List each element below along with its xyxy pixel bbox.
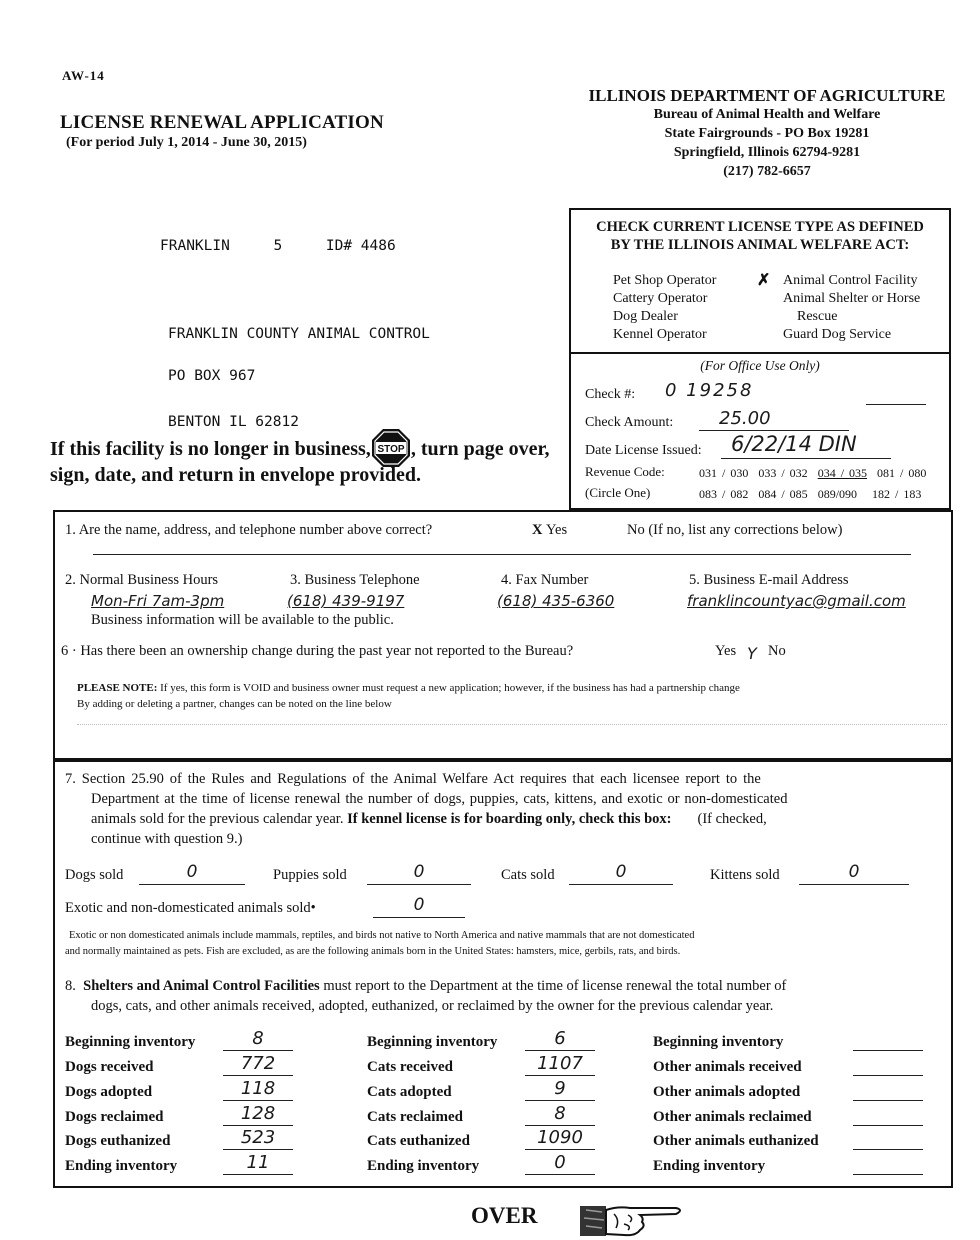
other-reclaimed-label: Other animals reclaimed — [653, 1109, 812, 1125]
business-hours-value[interactable]: Mon-Fri 7am-3pm — [91, 592, 225, 610]
public-info-note: Business information will be available to the public. — [91, 612, 394, 628]
dogs-ending-inventory-label: Ending inventory — [65, 1158, 178, 1174]
dogs-euthanized-label: Dogs euthanized — [65, 1133, 171, 1149]
cats-euthanized-value[interactable]: 1090 — [525, 1127, 595, 1150]
puppies-sold-label: Puppies sold — [273, 867, 347, 883]
out-of-business-notice — [50, 436, 570, 488]
department-city: Springfield, Illinois 62794-9281 — [673, 145, 861, 160]
licensee-name: FRANKLIN COUNTY ANIMAL CONTROL — [168, 326, 430, 342]
q6-yes-option[interactable]: Yes — [715, 643, 737, 659]
other-euthanized-label: Other animals euthanized — [653, 1133, 819, 1149]
kittens-sold-value[interactable]: 0 — [799, 862, 909, 885]
svg-text:STOP: STOP — [377, 444, 405, 456]
other-received-label: Other animals received — [653, 1059, 802, 1075]
notice-text-1: If this facility is no longer in business, — [50, 438, 371, 460]
option-kennel-operator[interactable]: Kennel Operator — [613, 327, 707, 342]
partner-change-line[interactable] — [77, 724, 947, 725]
partner-change-note: By adding or deleting a partner, changes can be noted on the line below — [77, 698, 392, 710]
other-adopted-value[interactable] — [853, 1078, 923, 1101]
dogs-received-value[interactable]: 772 — [223, 1053, 293, 1076]
form-code: AW-14 — [62, 68, 105, 83]
cats-reclaimed-label: Cats reclaimed — [367, 1109, 463, 1125]
exotic-sold-value[interactable]: 0 — [373, 895, 465, 918]
puppies-sold-value[interactable]: 0 — [367, 862, 471, 885]
email-value[interactable]: franklincountyac@gmail.com — [687, 592, 906, 610]
cats-adopted-value[interactable]: 9 — [525, 1078, 595, 1101]
revenue-code-option[interactable]: 081 / 080 — [877, 466, 927, 480]
other-ending-inventory-label: Ending inventory — [653, 1158, 766, 1174]
stop-sign-icon — [371, 428, 411, 468]
cats-received-label: Cats received — [367, 1059, 453, 1075]
revenue-code-option[interactable]: 033 / 032 — [758, 466, 808, 480]
questions-7-8-box — [53, 760, 953, 1188]
other-received-value[interactable] — [853, 1053, 923, 1076]
corrections-line[interactable] — [93, 554, 911, 555]
business-phone-value[interactable]: (618) 439-9197 — [287, 592, 405, 610]
exotic-definition-2: and normally maintained as pets. Fish are excluded, as are the following animals born in the United States: hamsters, mice, gerbils, rats, and birds. — [65, 946, 681, 957]
license-type-right-options — [783, 272, 920, 344]
license-type-heading: CHECK CURRENT LICENSE TYPE AS DEFINED BY THE ILLINOIS ANIMAL WELFARE ACT: — [596, 219, 924, 253]
date-issued-value[interactable]: 6/22/14 DIN — [731, 432, 857, 456]
circle-one-label: (Circle One) — [585, 485, 651, 500]
check-number-value[interactable]: 0 19258 — [665, 380, 754, 401]
cats-adopted-label: Cats adopted — [367, 1084, 452, 1100]
q6-text: 6 · Has there been an ownership change during the past year not reported to the Bureau? — [61, 643, 574, 659]
dogs-beginning-inventory-label: Beginning inventory — [65, 1034, 196, 1050]
boarding-only-checkbox[interactable] — [815, 814, 827, 826]
option-animal-shelter-horse[interactable]: Animal Shelter or Horse — [783, 291, 921, 306]
department-phone: (217) 782-6657 — [723, 164, 811, 179]
q7-line-3: animals sold for the previous calendar year. If kennel license is for boarding only, check this box: (If checked, — [91, 811, 767, 827]
option-cattery-operator[interactable]: Cattery Operator — [613, 291, 708, 306]
form-title: LICENSE RENEWAL APPLICATION — [60, 112, 384, 133]
bureau-name: Bureau of Animal Health and Welfare — [653, 107, 881, 122]
option-dog-dealer[interactable]: Dog Dealer — [613, 309, 678, 324]
notice-text-2: , turn page over, sign, date, and return in envelope provided. — [50, 438, 550, 486]
licensee-city-state-zip: BENTON IL 62812 — [168, 414, 299, 430]
other-adopted-label: Other animals adopted — [653, 1084, 801, 1100]
other-beginning-inventory-label: Beginning inventory — [653, 1034, 784, 1050]
pointing-hand-icon — [578, 1200, 688, 1238]
exotic-definition-1: Exotic or non domesticated animals include mammals, reptiles, and birds not native to North America and native mammals that are not domesticated — [69, 930, 695, 941]
revenue-code-option[interactable]: 083 / 082 — [699, 487, 749, 501]
q2-label: 2. Normal Business Hours — [65, 572, 219, 588]
revenue-code-option[interactable]: 084 / 085 — [758, 487, 808, 501]
dogs-beginning-inventory-value[interactable]: 8 — [223, 1028, 293, 1051]
q6-no-option[interactable]: No — [768, 643, 786, 659]
cats-beginning-inventory-label: Beginning inventory — [367, 1034, 498, 1050]
revenue-codes-row-1 — [699, 466, 926, 481]
q1-text: 1. Are the name, address, and telephone number above correct? — [65, 522, 433, 538]
dogs-adopted-label: Dogs adopted — [65, 1084, 153, 1100]
license-type-box — [569, 208, 951, 510]
option-guard-dog-service[interactable]: Guard Dog Service — [783, 327, 892, 342]
fax-number-value[interactable]: (618) 435-6360 — [497, 592, 615, 610]
revenue-codes-row-2 — [699, 487, 921, 502]
q1-no-option[interactable]: No (If no, list any corrections below) — [627, 522, 843, 538]
cats-sold-label: Cats sold — [501, 867, 555, 883]
q4-label: 4. Fax Number — [501, 572, 589, 588]
cats-sold-value[interactable]: 0 — [569, 862, 673, 885]
check-number-label: Check #: — [585, 387, 636, 402]
q5-label: 5. Business E-mail Address — [689, 572, 849, 588]
dogs-adopted-value[interactable]: 118 — [223, 1078, 293, 1101]
license-type-left-options — [613, 272, 716, 344]
kittens-sold-label: Kittens sold — [710, 867, 780, 883]
department-name: ILLINOIS DEPARTMENT OF AGRICULTURE — [588, 86, 946, 105]
dogs-sold-label: Dogs sold — [65, 867, 124, 883]
licensee-county: FRANKLIN — [160, 238, 230, 254]
licensee-address — [168, 299, 430, 443]
other-ending-inventory-value[interactable] — [853, 1152, 923, 1175]
date-issued-label: Date License Issued: — [585, 443, 702, 458]
q1-yes-option[interactable]: Yes — [546, 522, 568, 538]
cats-received-value[interactable]: 1107 — [525, 1053, 595, 1076]
cats-ending-inventory-label: Ending inventory — [367, 1158, 480, 1174]
revenue-code-option-selected[interactable]: 034 / 035 — [817, 466, 868, 480]
cats-euthanized-label: Cats euthanized — [367, 1133, 470, 1149]
check-number-extra-line — [866, 386, 926, 405]
office-use-divider — [571, 352, 949, 354]
revenue-code-option[interactable]: 031 / 030 — [699, 466, 749, 480]
checkmark-icon: ✗ — [757, 272, 771, 289]
other-reclaimed-value[interactable] — [853, 1103, 923, 1126]
revenue-code-option[interactable]: 182 / 183 — [872, 487, 922, 501]
licensee-po-box: PO BOX 967 — [168, 368, 256, 384]
other-euthanized-value[interactable] — [853, 1127, 923, 1150]
please-note-text: PLEASE NOTE: If yes, this form is VOID and business owner must request a new application; however, if the business has had a partnership change — [77, 682, 740, 694]
q7-line-2: Department at the time of license renewal the number of dogs, puppies, cats, kittens, and exotic or non-domesticated — [91, 791, 788, 807]
check-amount-value[interactable]: 25.00 — [719, 408, 771, 429]
q7-line-4: continue with question 9.) — [91, 831, 243, 847]
department-address-block — [572, 86, 962, 181]
q3-label: 3. Business Telephone — [290, 572, 420, 588]
cats-reclaimed-value[interactable]: 8 — [525, 1103, 595, 1126]
other-beginning-inventory-value[interactable] — [853, 1028, 923, 1051]
cats-beginning-inventory-value[interactable]: 6 — [525, 1028, 595, 1051]
q8-line-2: dogs, cats, and other animals received, adopted, euthanized, or reclaimed by the owner for the previous calendar year. — [91, 998, 774, 1014]
licensee-id: ID# 4486 — [325, 238, 396, 254]
option-pet-shop-operator[interactable]: Pet Shop Operator — [613, 273, 717, 288]
dogs-sold-value[interactable]: 0 — [139, 862, 245, 885]
q6-check-mark: Y — [747, 644, 757, 663]
dogs-ending-inventory-value[interactable]: 11 — [223, 1152, 293, 1175]
option-animal-control-facility[interactable]: Animal Control Facility — [783, 273, 918, 288]
licensee-id-line — [160, 238, 396, 254]
q8-line-1: 8. Shelters and Animal Control Facilities must report to the Department at the time of license renewal the total number of — [65, 978, 787, 994]
option-rescue[interactable]: Rescue — [797, 309, 838, 324]
dogs-reclaimed-label: Dogs reclaimed — [65, 1109, 164, 1125]
department-po-box: State Fairgrounds - PO Box 19281 — [664, 126, 870, 141]
check-amount-label: Check Amount: — [585, 415, 674, 430]
dogs-euthanized-value[interactable]: 523 — [223, 1127, 293, 1150]
q7-line-1: 7. Section 25.90 of the Rules and Regulations of the Animal Welfare Act requires that each licensee report to the — [65, 771, 761, 787]
revenue-code-option[interactable]: 089/090 — [817, 487, 858, 501]
dogs-reclaimed-value[interactable]: 128 — [223, 1103, 293, 1126]
exotic-sold-label: Exotic and non-domesticated animals sold• — [65, 900, 316, 916]
questions-1-6-box — [53, 510, 953, 760]
office-use-heading: (For Office Use Only) — [700, 358, 820, 373]
dogs-received-label: Dogs received — [65, 1059, 154, 1075]
cats-ending-inventory-value[interactable]: 0 — [525, 1152, 595, 1175]
licensee-region: 5 — [273, 238, 283, 254]
over-label: OVER — [471, 1203, 538, 1228]
q1-yes-mark[interactable]: X — [532, 522, 543, 538]
license-period: (For period July 1, 2014 - June 30, 2015) — [66, 135, 307, 150]
revenue-code-label: Revenue Code: — [585, 464, 665, 479]
